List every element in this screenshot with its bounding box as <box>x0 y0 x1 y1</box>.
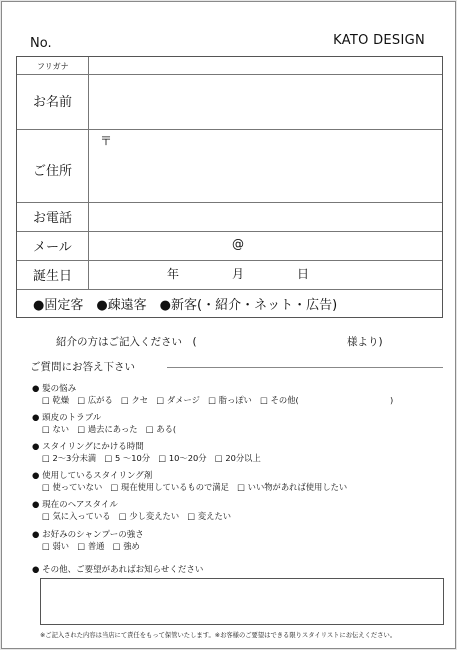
row-divider <box>17 129 442 130</box>
row-divider <box>17 74 442 75</box>
question-options: □ 乾燥 □ 広がる □ クセ □ ダメージ □ 脂っぽい □ その他( ) <box>42 395 394 405</box>
row-divider <box>17 260 442 261</box>
table-divider <box>88 57 89 290</box>
footer-note: ※ご記入された内容は当店にて責任をもって保管いたします。※お客様のご要望はできる限りスタイリストにお伝えください。 <box>40 632 397 639</box>
referral-label: 紹介の方はご記入ください ( <box>56 336 197 348</box>
requests-box[interactable] <box>40 578 444 625</box>
question-title: ● 現在のヘアスタイル <box>32 500 118 510</box>
name-label: お名前 <box>33 95 73 110</box>
phone-label: お電話 <box>33 211 73 226</box>
row-divider <box>17 289 442 290</box>
question-options: □ 弱い □ 普通 □ 強め <box>42 541 140 551</box>
question-title: ● 使用しているスタイリング剤 <box>32 471 153 481</box>
customer-card <box>1 1 456 649</box>
question-options: □ 2～3分未満 □ 5 ～10分 □ 10～20分 □ 20分以上 <box>42 453 261 463</box>
birthday-year: 年 <box>167 267 180 281</box>
birthday-label: 誕生日 <box>33 269 73 284</box>
question-title: ● スタイリングにかける時間 <box>32 442 144 452</box>
postal-mark: 〒 <box>100 134 113 148</box>
number-label: No. <box>30 36 52 51</box>
customer-info-table <box>16 56 443 318</box>
row-divider <box>17 231 442 232</box>
question-title: ● お好みのシャンプーの強さ <box>32 530 144 540</box>
furigana-label: フリガナ <box>37 62 69 71</box>
brand-name: KATO DESIGN <box>333 33 425 48</box>
heading-rule <box>167 367 443 368</box>
email-label: メール <box>33 240 72 255</box>
birthday-day: 日 <box>297 267 310 281</box>
question-options: □ ない □ 過去にあった □ ある( <box>42 424 177 434</box>
question-title: ● 髪の悩み <box>32 384 77 394</box>
question-options: □ 使っていない □ 現在使用しているもので満足 □ いい物があれば使用したい <box>42 482 348 492</box>
birthday-month: 月 <box>232 267 245 281</box>
question-options: □ 気に入っている □ 少し変えたい □ 変えたい <box>42 511 232 521</box>
customer-type-options: ●固定客 ●疎遠客 ●新客(・紹介・ネット・広告) <box>33 298 338 313</box>
requests-label: ● その他、ご要望があればお知らせください <box>32 565 204 575</box>
address-label: ご住所 <box>33 164 73 179</box>
referral-suffix: 様より) <box>347 336 383 348</box>
row-divider <box>17 202 442 203</box>
questions-heading: ご質問にお答え下さい <box>30 361 135 373</box>
question-title: ● 頭皮のトラブル <box>32 413 102 423</box>
email-at-mark: @ <box>232 237 244 251</box>
